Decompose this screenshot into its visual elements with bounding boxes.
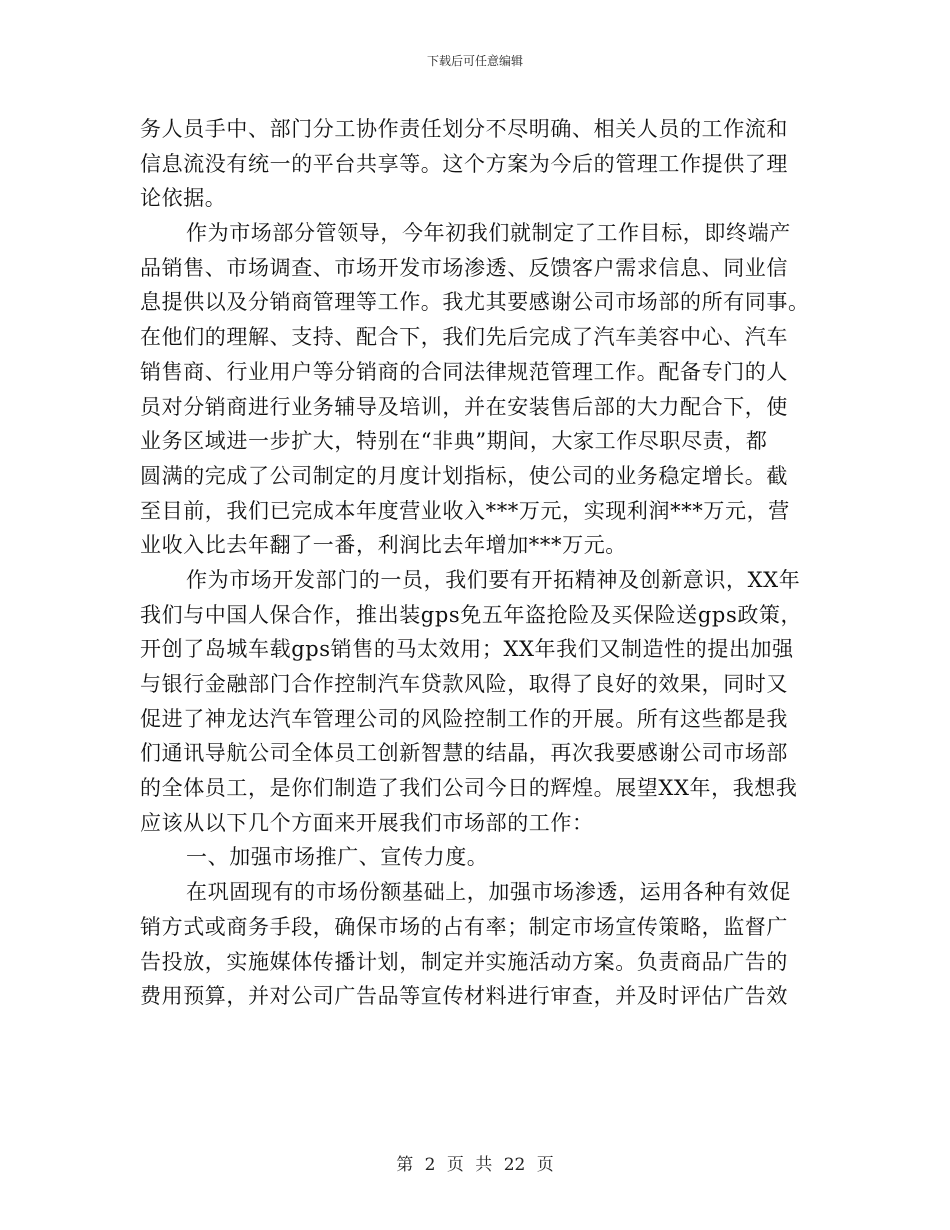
page-header: 下载后可任意编辑 bbox=[426, 54, 523, 68]
text-line: 促进了神龙达汽车管理公司的风险控制工作的开展。所有这些都是我 bbox=[140, 706, 788, 731]
text-line: 开创了岛城车载gps销售的马太效用；XX年我们又制造性的提出加强 bbox=[140, 637, 794, 662]
text-line: 品销售、市场调查、市场开发市场渗透、反馈客户需求信息、同业信 bbox=[140, 255, 788, 280]
text-line: 信息流没有统一的平台共享等。这个方案为今后的管理工作提供了理 bbox=[140, 151, 788, 176]
paragraph-start-line: 在巩固现有的市场份额基础上，加强市场渗透，运用各种有效促 bbox=[186, 880, 791, 905]
text-line: 论依据。 bbox=[140, 186, 227, 211]
text-line: 销方式或商务手段，确保市场的占有率；制定市场宣传策略，监督广 bbox=[140, 914, 788, 939]
section-heading: 一、加强市场推广、宣传力度。 bbox=[186, 845, 489, 870]
text-line: 业收入比去年翻了一番，利润比去年增加***万元。 bbox=[140, 533, 627, 558]
text-line: 的全体员工，是你们制造了我们公司今日的辉煌。展望XX年，我想我 bbox=[140, 776, 798, 801]
text-line: 销售商、行业用户等分销商的合同法律规范管理工作。配备专门的人 bbox=[140, 359, 788, 384]
text-line: 员对分销商进行业务辅导及培训，并在安装售后部的大力配合下，使 bbox=[140, 394, 788, 419]
text-line: 息提供以及分销商管理等工作。我尤其要感谢公司市场部的所有同事。 bbox=[140, 290, 810, 315]
text-line: 业务区域进一步扩大，特别在“非典”期间，大家工作尽职尽责，都 bbox=[140, 429, 768, 454]
text-line: 我们与中国人保合作，推出装gps免五年盗抢险及买保险送gps政策， bbox=[140, 602, 803, 627]
text-line: 们通讯导航公司全体员工创新智慧的结晶，再次我要感谢公司市场部 bbox=[140, 741, 788, 766]
text-line: 在他们的理解、支持、配合下，我们先后完成了汽车美容中心、汽车 bbox=[140, 325, 788, 350]
document-body bbox=[140, 112, 812, 1014]
paragraph-start-line: 作为市场部分管领导，今年初我们就制定了工作目标，即终端产 bbox=[186, 221, 791, 246]
text-line: 告投放，实施媒体传播计划，制定并实施活动方案。负责商品广告的 bbox=[140, 949, 788, 974]
text-line: 应该从以下几个方面来开展我们市场部的工作： bbox=[140, 810, 594, 835]
paragraph-start-line: 作为市场开发部门的一员，我们要有开拓精神及创新意识，XX年 bbox=[186, 567, 801, 592]
text-line: 与银行金融部门合作控制汽车贷款风险，取得了良好的效果，同时又 bbox=[140, 672, 788, 696]
page-number-footer: 第 2 页 共 22 页 bbox=[396, 1155, 554, 1175]
text-line: 至目前，我们已完成本年度营业收入***万元，实现利润***万元，营 bbox=[140, 498, 790, 523]
text-line: 务人员手中、部门分工协作责任划分不尽明确、相关人员的工作流和 bbox=[140, 117, 788, 141]
text-line: 费用预算，并对公司广告品等宣传材料进行审查，并及时评估广告效 bbox=[140, 984, 788, 1009]
text-line: 圆满的完成了公司制定的月度计划指标，使公司的业务稳定增长。截 bbox=[140, 463, 788, 488]
